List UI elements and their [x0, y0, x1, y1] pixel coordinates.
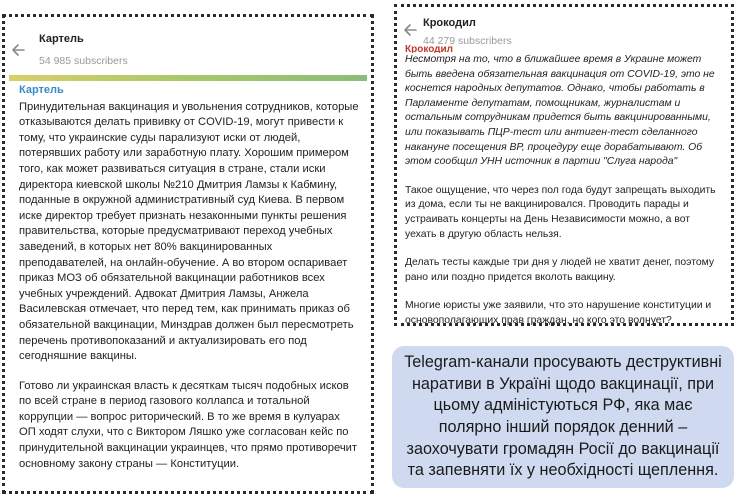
channel-name[interactable]: Крокодил: [423, 17, 476, 29]
subscriber-count: 44 279 subscribers: [423, 35, 512, 47]
telegram-post-krokodil: [394, 4, 734, 326]
message-paragraph: Принудительная вакцинация и увольнения сотрудников, которые отказываются делать прививку от COVID-19, могут привести к тому, что украинские суды парализуют иски от людей, потерявших работу или заработную плату. Хорошим примером того, как может развиваться ситуация в стране, стали иски директора киевской школы №210 Дмитрия Ламзы к Кабмину, поданные в окружной административный суд Киева. В первом иске директор требует признать незаконными пункты решения правительства, которые предусматривают переход учебных заведений, в которых нет 80% вакцинированных преподавателей, на онлайн-обучение. А во втором оспаривает приказ МОЗ об обязательной вакцинации работников всех учебных учреждений. Адвокат Дмитрия Ламзы, Анжела Василевская отмечает, что перед тем, как принимать приказ об обязательной вакцинации, Минздрав должен был пересмотреть перечень противопоказаний и актуализировать его под сегодняшние вакцины.: [19, 100, 359, 363]
subscriber-count: 54 985 subscribers: [39, 55, 128, 67]
summary-text: Telegram-канали просувають деструктивні наративи в Україні щодо вакцинації, при цьому адміністуються РФ, яка має полярно інший порядок денний – заохочувати громадян Росії до вакцинації та запевняти їх у необхідності щеплення.: [404, 353, 722, 480]
message-body: [405, 43, 723, 343]
message-paragraph: Готово ли украинская власть к десяткам тысяч подобных исков по всей стране в период газового коллапса и тотальной коррупции — вопрос риторический. В то же время в кулуарах ОП ходят слухи, что с Виктором Ляшко уже согласован кейс по принудительной вакцинации украинцев, что прямо противоречит основному закону страны — Конституции.: [19, 379, 358, 470]
message-paragraph: Многие юристы уже заявили, что это нарушение конституции и основополагающих прав граждан, но кого это волнует?: [405, 300, 712, 326]
message-author[interactable]: Картель: [19, 84, 64, 96]
back-arrow-icon[interactable]: [9, 41, 27, 59]
message-paragraph: Делать тесты каждые три дня у людей не хватит денег, поэтому рано или поздно придется вколоть вакцину.: [405, 257, 715, 283]
message-author[interactable]: Крокодил: [405, 44, 454, 53]
summary-callout: [392, 346, 734, 488]
header-divider: [9, 75, 367, 81]
back-arrow-icon[interactable]: [401, 21, 419, 39]
message-body: [19, 83, 359, 486]
channel-name[interactable]: Картель: [39, 33, 84, 45]
telegram-post-kartel: [2, 14, 374, 494]
forwarded-quote: Несмотря на то, что в ближайшее время в Украине может быть введена обязательная вакцинация от COVID-19, это не коснется народных депутатов. Однако, чтобы работать в Парламенте депутатам, помощникам, журналистам и остальным сотрудникам придется быть вакцинированными, или показывать ПЦР-тест или антиген-тест сделанного накануне посещения ВР, процедуру еще дорабатывают. Об этом сообщил УНН источник в партии "Слуга народа": [405, 54, 715, 168]
message-paragraph: Такое ощущение, что через пол года будут запрещать выходить из дома, если ты не вакцинировался. Проводить парады и устраивать концерты на День Независимости можно, а вот уехать в другую область нельзя.: [405, 184, 716, 240]
